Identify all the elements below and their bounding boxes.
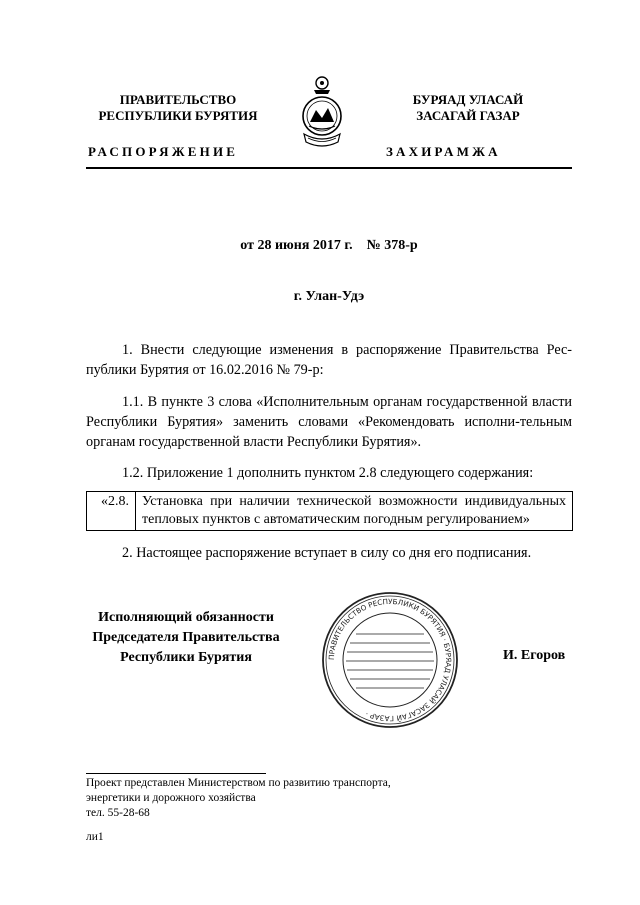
header-left-line2: РЕСПУБЛИКИ БУРЯТИЯ [98, 108, 258, 123]
header-left-line1: ПРАВИТЕЛЬСТВО [119, 92, 237, 107]
svg-text:ПРАВИТЕЛЬСТВО РЕСПУБЛИКИ БУРЯТ [327, 597, 453, 723]
doc-type-right: ЗАХИРАМЖА [386, 144, 501, 159]
footer-rule [86, 773, 266, 774]
paragraph-1: 1. Внести следующие изменения в распоряжение Правительства Рес-публики Бурятия от 16.02.2016 № 79-р: [86, 342, 572, 378]
paragraph-1-1: 1.1. В пункте 3 слова «Исполнительным органам государственной власти Республики Бурятия» заменить словами «Рекомендовать исполни-тельным органам государственной власти Республики Бурятия». [86, 394, 572, 450]
table-cell-number: «2.8. [87, 492, 136, 531]
city: г. Улан-Удэ [293, 289, 365, 304]
header-rule [86, 167, 572, 169]
signatory-name: И. Егоров [503, 648, 566, 663]
table-cell-text: Установка при наличии технической возможности индивидуальных тепловых пунктов с автоматическим погодным регулированием» [136, 492, 573, 531]
signatory-position-line3: Республики Бурятия [120, 650, 252, 665]
doc-type-left: РАСПОРЯЖЕНИЕ [88, 144, 239, 159]
signatory-position-line1: Исполняющий обязанности [98, 610, 274, 625]
footer [86, 776, 486, 821]
footer-line2: энергетики и дорожного хозяйства [86, 792, 256, 804]
signatory-position [86, 608, 286, 668]
header-right-line2: ЗАСАГАЙ ГАЗАР [416, 108, 520, 123]
date-number: от 28 июня 2017 г. № 378-р [240, 238, 418, 253]
header-right [368, 92, 568, 124]
footer-line1: Проект представлен Министерством по развитию транспорта, [86, 777, 391, 789]
footer-phone: тел. 55-28-68 [86, 807, 150, 819]
amendment-table [86, 491, 573, 531]
header-right-line1: БУРЯАД УЛАСАЙ [412, 92, 524, 107]
table-row [87, 492, 573, 531]
stamp-ring-text: ПРАВИТЕЛЬСТВО РЕСПУБЛИКИ БУРЯТИЯ · БУРЯАД УЛАСАЙ ЗАСАГАЙ ГАЗАР · [326, 596, 454, 724]
paragraph-2: 2. Настоящее распоряжение вступает в силу со дня его подписания. [122, 545, 532, 561]
signatory-position-line2: Председателя Правительства [92, 630, 280, 645]
footer-code: ли1 [86, 831, 104, 843]
paragraph-1-2: 1.2. Приложение 1 дополнить пунктом 2.8 следующего содержания: [122, 465, 534, 481]
header-left [78, 92, 278, 124]
coat-of-arms-emblem [294, 72, 350, 154]
official-stamp [320, 590, 460, 730]
